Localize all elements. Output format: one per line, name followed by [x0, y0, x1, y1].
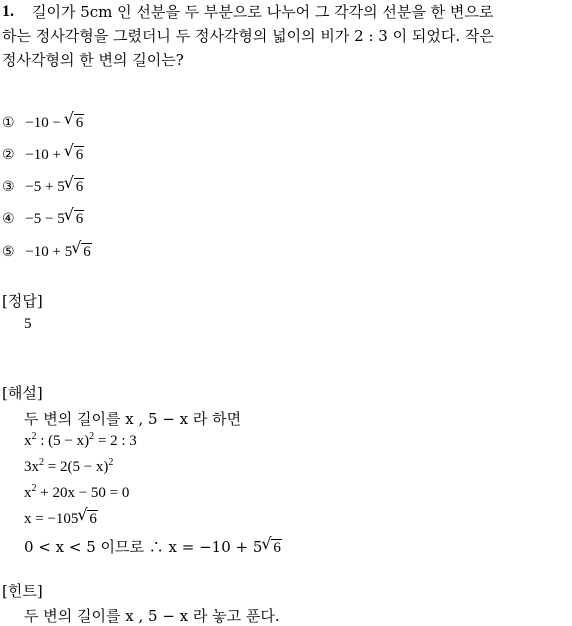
explanation-line-6: 0 < x < 5 이므로 ∴ x = −10 + 5√ 6 — [24, 536, 282, 557]
question-text-line-1: 길이가 5cm 인 선분을 두 부분으로 나누어 그 각각의 선분을 한 변으로 — [32, 3, 494, 21]
sqrt-symbol: √ 6 — [81, 243, 92, 260]
sqrt-symbol: √ 6 — [74, 210, 85, 227]
sqrt-symbol: √ 6 — [74, 114, 85, 131]
explanation-line-2: $x^2$ : $(5 - x)^2 = 2$ : 3 — [24, 431, 137, 449]
option-marker: ⑤ — [2, 244, 15, 260]
explanation-line-3: $3x^2 = 2(5 - x)^2$ — [24, 457, 114, 475]
option-marker: ③ — [2, 179, 15, 195]
sqrt-symbol: √ 6 — [74, 146, 85, 163]
option-expression: −5 − 5√ 6 — [25, 211, 84, 227]
option-1[interactable] — [2, 113, 84, 132]
hint-label: [힌트] — [2, 582, 43, 600]
explanation-line-5: x = −105√ 6 — [24, 510, 98, 528]
option-marker: ① — [2, 115, 15, 131]
sqrt-symbol: √ 6 — [271, 539, 282, 556]
option-expression: −10 + √ 6 — [25, 147, 84, 163]
sqrt-symbol: √ 6 — [74, 178, 85, 195]
answer-label: [정답] — [2, 292, 43, 310]
hint-text: 두 변의 길이를 x , 5 − x 라 놓고 푼다. — [24, 607, 280, 625]
option-expression: −5 + 5√ 6 — [25, 179, 84, 195]
sqrt-symbol: √ 6 — [87, 510, 98, 527]
answer-value: 5 — [24, 316, 32, 332]
explanation-line-1: 두 변의 길이를 x , 5 − x 라 하면 — [24, 410, 242, 428]
explanation-label: [해설] — [2, 384, 43, 402]
option-marker: ④ — [2, 211, 15, 227]
option-3[interactable] — [2, 177, 84, 196]
option-4[interactable] — [2, 209, 84, 228]
option-marker: ② — [2, 147, 15, 163]
question-number: 1. — [2, 3, 14, 20]
explanation-line-4: $x^2 + 20x - 50 = 0$ — [24, 483, 130, 501]
option-expression: −10 + 5√ 6 — [25, 244, 91, 260]
question-text-line-2: 하는 정사각형을 그렸더니 두 정사각형의 넓이의 비가 2 : 3 이 되었다. 작은 — [2, 27, 494, 45]
option-5[interactable] — [2, 242, 92, 261]
question-text-line-3: 정사각형의 한 변의 길이는? — [2, 51, 184, 69]
option-expression: −10 − √ 6 — [25, 115, 84, 131]
option-2[interactable] — [2, 145, 84, 164]
